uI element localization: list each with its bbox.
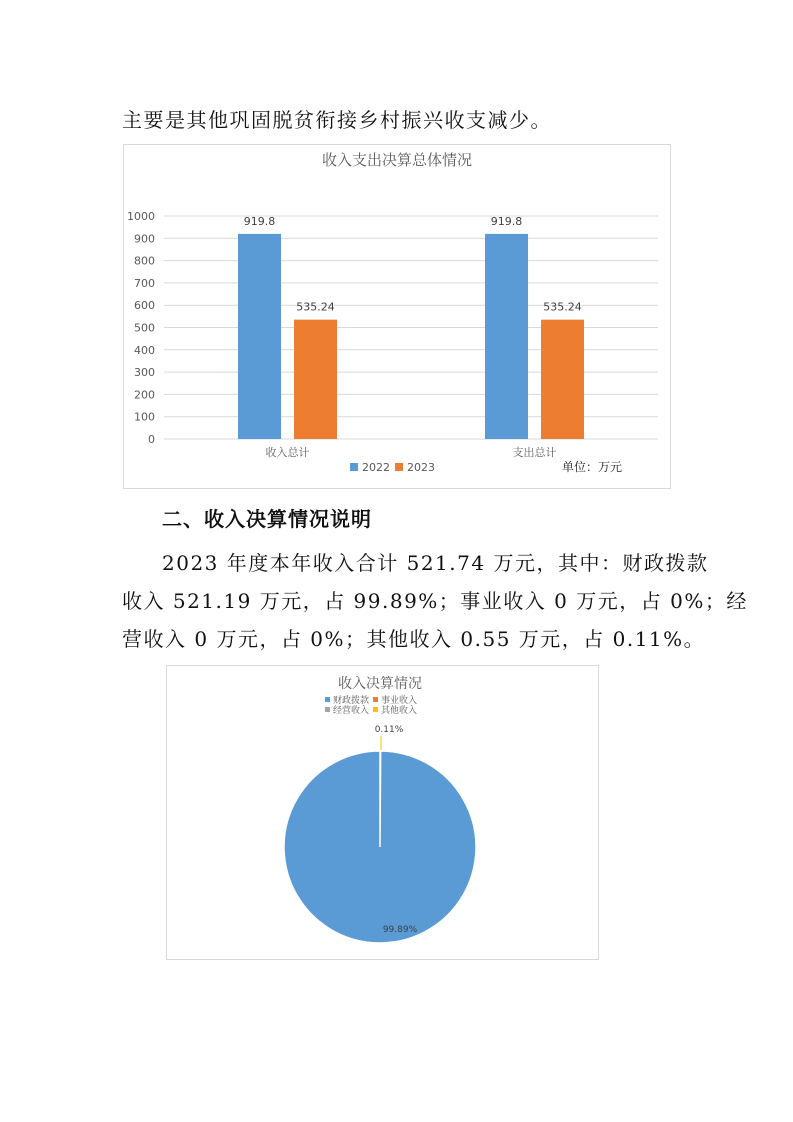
bar-2022-0	[238, 234, 281, 439]
y-tick-label: 400	[134, 343, 155, 357]
legend-swatch-2	[325, 707, 330, 712]
y-tick-label: 500	[134, 321, 155, 335]
x-category-label: 收入总计	[265, 446, 310, 459]
legend-label: 2022	[362, 461, 390, 474]
legend-swatch-0	[325, 697, 330, 702]
bar-chart-container	[123, 144, 671, 489]
bar-2022-1	[485, 234, 528, 439]
y-tick-label: 700	[134, 276, 155, 290]
legend-label: 其他收入	[381, 706, 418, 716]
section-heading: 二、收入决算情况说明	[162, 507, 372, 531]
y-tick-label: 800	[134, 254, 155, 268]
paragraph-line-2: 收入 521.19 万元，占 99.89%；事业收入 0 万元，占 0%；经	[122, 589, 748, 613]
bar-data-label: 535.24	[296, 300, 335, 314]
pie-data-label-small: 0.11%	[374, 725, 404, 735]
pie-slice-0	[284, 751, 476, 943]
y-tick-label: 600	[134, 299, 155, 313]
bar-2023-0	[294, 320, 337, 439]
y-tick-label: 1000	[127, 210, 155, 223]
bar-data-label: 919.8	[243, 214, 276, 228]
y-tick-label: 100	[134, 410, 155, 424]
pie-chart-title: 收入决算情况	[338, 676, 422, 692]
legend-label: 财政拨款	[333, 696, 370, 706]
legend-swatch-2023	[395, 463, 403, 471]
y-tick-label: 300	[134, 366, 155, 380]
bar-data-label: 535.24	[543, 300, 582, 314]
paragraph-line-1: 2023 年度本年收入合计 521.74 万元，其中：财政拨款	[162, 551, 709, 575]
y-tick-label: 0	[148, 433, 155, 446]
legend-swatch-3	[373, 707, 378, 712]
bar-2023-1	[541, 320, 584, 439]
legend-label: 经营收入	[333, 706, 370, 716]
x-category-label: 支出总计	[512, 446, 557, 459]
intro-line: 主要是其他巩固脱贫衔接乡村振兴收支减少。	[122, 108, 552, 132]
bar-chart	[124, 145, 670, 488]
pie-chart	[167, 666, 598, 959]
legend-swatch-2022	[350, 463, 358, 471]
legend-label: 事业收入	[381, 696, 418, 706]
bar-chart-title: 收入支出决算总体情况	[321, 151, 473, 169]
paragraph-line-3: 营收入 0 万元，占 0%；其他收入 0.55 万元，占 0.11%。	[122, 627, 706, 651]
y-tick-label: 900	[134, 232, 155, 246]
pie-data-label-main: 99.89%	[382, 925, 418, 935]
y-tick-label: 200	[134, 388, 155, 402]
legend-swatch-1	[373, 697, 378, 702]
unit-note: 单位：万元	[562, 460, 623, 474]
pie-chart-container	[166, 665, 599, 960]
bar-data-label: 919.8	[490, 214, 523, 228]
legend-label: 2023	[407, 461, 435, 474]
